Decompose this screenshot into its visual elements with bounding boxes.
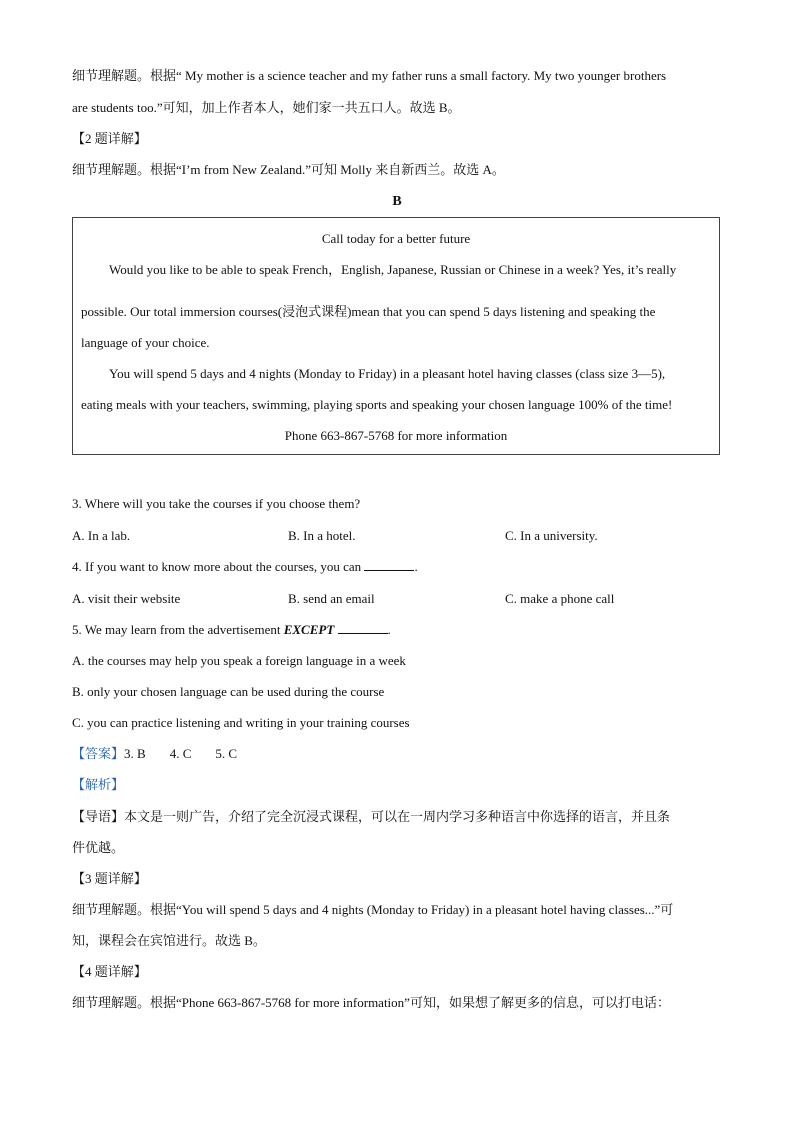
q2-detail-header: 【2 题详解】 xyxy=(72,131,147,146)
answer-3: 3. B xyxy=(124,746,146,761)
question-4-text: 4. If you want to know more about the courses, you can xyxy=(72,559,362,574)
q5-option-c: C. you can practice listening and writing in your training courses xyxy=(72,715,410,730)
ad-para1-line1: Would you like to be able to speak French，English, Japanese, Russian or Chinese in a week? Yes, it’s really xyxy=(109,262,677,277)
question-4: 4. If you want to know more about the courses, you can . xyxy=(72,559,418,574)
answer-5: 5. C xyxy=(215,746,238,761)
ad-title: Call today for a better future xyxy=(321,231,471,246)
answer-blank xyxy=(338,621,388,634)
q5-option-a: A. the courses may help you speak a foreign language in a week xyxy=(72,653,406,668)
answer-label: 【答案】 xyxy=(72,746,125,761)
answer-row xyxy=(72,745,722,763)
guide-line1 xyxy=(72,808,722,826)
q4-option-a: A. visit their website xyxy=(72,591,181,606)
q3-detail-line2: 知，课程会在宾馆进行。故选 B。 xyxy=(72,933,266,948)
guide-label: 【导语】 xyxy=(72,809,125,824)
question-5: 5. We may learn from the advertisement EXCEPT . xyxy=(72,622,391,637)
question-5-emphasis: EXCEPT xyxy=(283,622,335,637)
q3-option-a: A. In a lab. xyxy=(72,528,131,543)
explanation-q1-line1: 细节理解题。根据“ My mother is a science teacher and my father runs a small factory. My two younger brothers xyxy=(72,68,667,83)
advertisement-box xyxy=(72,217,720,455)
section-letter: B xyxy=(392,194,402,209)
answer-blank xyxy=(364,558,414,571)
explanation-q2: 细节理解题。根据“I’m from New Zealand.”可知 Molly 来自新西兰。故选 A。 xyxy=(72,162,505,177)
guide-text: 本文是一则广告，介绍了完全沉浸式课程，可以在一周内学习多种语言中你选择的语言，并且条 xyxy=(124,809,671,824)
q4-detail-header: 【4 题详解】 xyxy=(72,964,147,979)
q4-option-c: C. make a phone call xyxy=(505,591,615,606)
q3-option-c: C. In a university. xyxy=(505,528,598,543)
q4-option-b: B. send an email xyxy=(288,591,375,606)
ad-para2-line2: eating meals with your teachers, swimming, playing sports and speaking your chosen language 100% of the time! xyxy=(81,397,673,412)
question-5-text: 5. We may learn from the advertisement xyxy=(72,622,281,637)
q5-option-b: B. only your chosen language can be used during the course xyxy=(72,684,385,699)
answer-4: 4. C xyxy=(169,746,192,761)
q4-detail-line1: 细节理解题。根据“Phone 663-867-5768 for more information”可知，如果想了解更多的信息，可以打电话： xyxy=(72,995,670,1010)
question-3: 3. Where will you take the courses if you choose them? xyxy=(72,496,361,511)
guide-line2: 件优越。 xyxy=(72,840,125,855)
analysis-label: 【解析】 xyxy=(72,777,125,792)
ad-para2-line1: You will spend 5 days and 4 nights (Monday to Friday) in a pleasant hotel having classes (class size 3—5), xyxy=(109,366,666,381)
q3-detail-header: 【3 题详解】 xyxy=(72,871,147,886)
ad-para1-line3: language of your choice. xyxy=(81,335,210,350)
q3-option-b: B. In a hotel. xyxy=(288,528,356,543)
ad-para1-line2: possible. Our total immersion courses(浸泡式课程)mean that you can spend 5 days listening and speaking the xyxy=(81,304,656,319)
ad-phone: Phone 663-867-5768 for more information xyxy=(284,428,508,443)
explanation-q1-line2: are students too.”可知，加上作者本人，她们家一共五口人。故选 B。 xyxy=(72,100,461,115)
q3-detail-line1: 细节理解题。根据“You will spend 5 days and 4 nights (Monday to Friday) in a pleasant hotel having classes...”可 xyxy=(72,902,674,917)
